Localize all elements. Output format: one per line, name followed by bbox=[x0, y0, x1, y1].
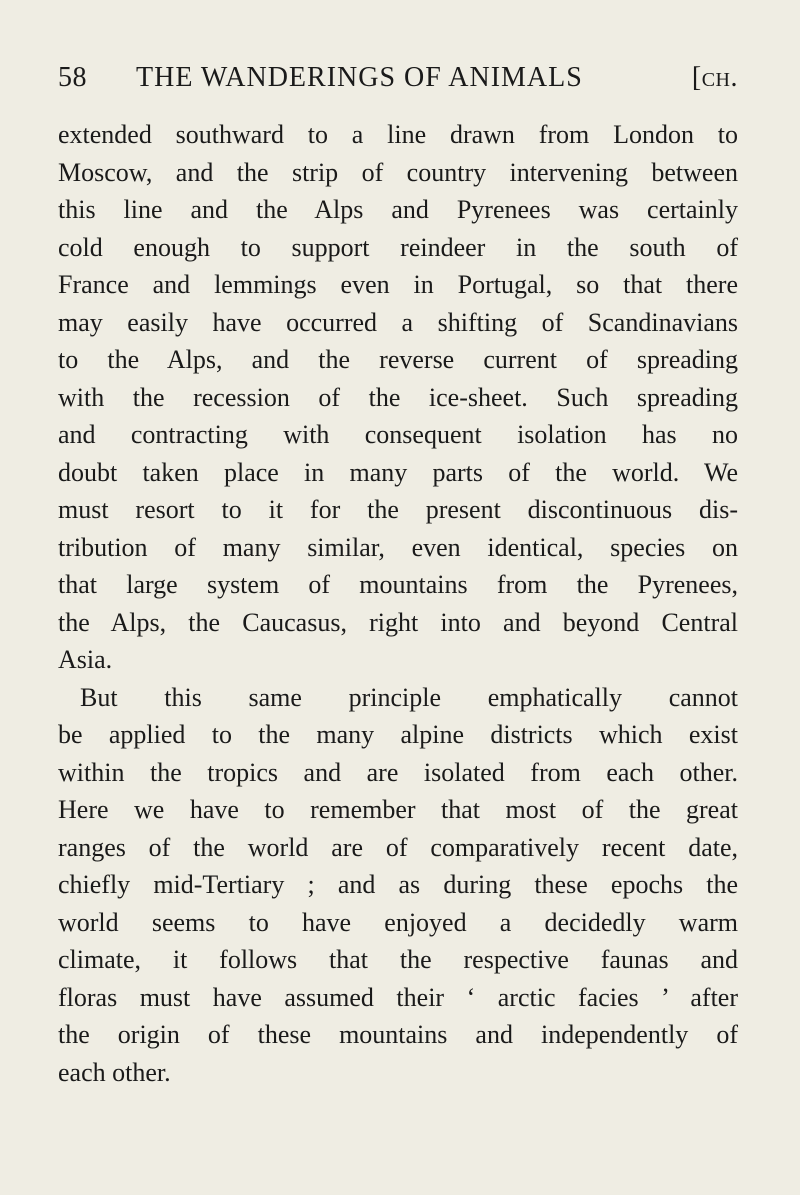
text-line: world seems to have enjoyed a decidedly warm bbox=[58, 907, 738, 937]
text-line: each other. bbox=[58, 1057, 171, 1087]
text-line: with the recession of the ice-sheet. Such spreading bbox=[58, 382, 738, 412]
text-line: may easily have occurred a shifting of Scandinavians bbox=[58, 307, 738, 337]
text-line: extended southward to a line drawn from London to bbox=[58, 120, 738, 149]
text-line: Here we have to remember that most of the great bbox=[58, 795, 738, 824]
text-line: within the tropics and are isolated from each other. bbox=[58, 757, 738, 787]
text-line: climate, it follows that the respective faunas and bbox=[58, 945, 738, 974]
text-line: ranges of the world are of comparatively recent date, bbox=[58, 832, 738, 862]
text-line: floras must have assumed their ‘ arctic facies ’ after bbox=[58, 982, 738, 1012]
text-line: Moscow, and the strip of country intervening between bbox=[58, 157, 738, 187]
text-line: and contracting with consequent isolation has no bbox=[58, 420, 738, 449]
text-line: this line and the Alps and Pyrenees was certainly bbox=[58, 195, 738, 224]
running-header bbox=[58, 62, 738, 102]
body-text bbox=[58, 116, 738, 1091]
text-line: the origin of these mountains and independently of bbox=[58, 1020, 738, 1049]
chapter-abbreviation: [ch. bbox=[691, 62, 738, 93]
text-line: be applied to the many alpine districts which exist bbox=[58, 720, 738, 749]
text-line: cold enough to support reindeer in the south of bbox=[58, 232, 738, 262]
text-line: that large system of mountains from the Pyrenees, bbox=[58, 570, 738, 599]
text-line: must resort to it for the present discontinuous dis- bbox=[58, 495, 738, 524]
text-line: chiefly mid-Tertiary ; and as during these epochs the bbox=[58, 870, 738, 899]
text-line: to the Alps, and the reverse current of spreading bbox=[58, 345, 738, 374]
text-line: France and lemmings even in Portugal, so that there bbox=[58, 270, 738, 299]
text-line: the Alps, the Caucasus, right into and beyond Central bbox=[58, 607, 738, 637]
text-line: tribution of many similar, even identical, species on bbox=[58, 532, 738, 562]
text-line: But this same principle emphatically cannot bbox=[80, 682, 738, 712]
page-number: 58 bbox=[58, 62, 87, 93]
text-line: Asia. bbox=[58, 645, 113, 674]
running-title: THE WANDERINGS OF ANIMALS bbox=[136, 62, 583, 93]
text-line: doubt taken place in many parts of the world. We bbox=[58, 457, 738, 487]
